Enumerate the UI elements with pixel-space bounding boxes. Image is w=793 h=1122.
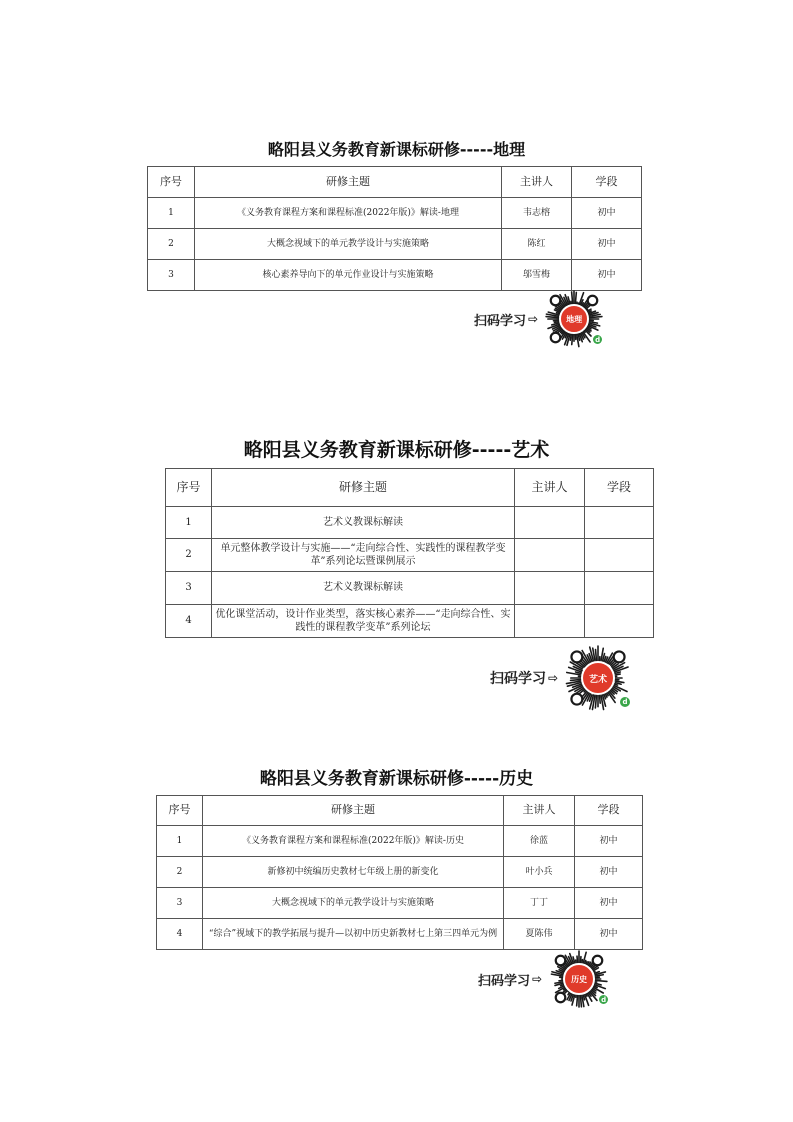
row-no: 3 <box>157 888 203 919</box>
table-header-row <box>148 167 642 198</box>
qr-block-history <box>478 950 612 1008</box>
row-speaker: 韦志榕 <box>502 198 572 229</box>
row-level: 初中 <box>575 826 643 857</box>
row-level <box>585 605 654 638</box>
row-no: 4 <box>166 605 212 638</box>
section-title-geography: 略阳县义务教育新课标研修-----地理 <box>267 140 526 159</box>
qr-finder <box>572 651 583 662</box>
section-title-art: 略阳县义务教育新课标研修-----艺术 <box>243 439 550 461</box>
qr-finder <box>588 296 598 306</box>
row-no: 3 <box>166 572 212 605</box>
row-speaker: 陈红 <box>502 229 572 260</box>
table-row <box>157 857 643 888</box>
row-level <box>585 572 654 605</box>
app-logo-icon: d <box>620 697 630 707</box>
qr-badge: 历史 <box>563 963 595 995</box>
row-level: 初中 <box>575 888 643 919</box>
row-speaker: 邬雪梅 <box>502 260 572 291</box>
table-row <box>148 260 642 291</box>
qr-dash <box>572 292 573 304</box>
section-title-history: 略阳县义务教育新课标研修-----历史 <box>259 769 534 789</box>
qr-finder <box>556 956 566 966</box>
qr-code-icon[interactable] <box>562 645 634 711</box>
row-topic: “综合”视域下的教学拓展与提升—以初中历史新教材七上第三四单元为例 <box>203 919 504 950</box>
scan-label <box>478 970 542 989</box>
row-no: 4 <box>157 919 203 950</box>
row-no: 1 <box>157 826 203 857</box>
row-speaker: 徐蓝 <box>504 826 575 857</box>
scan-label-text: 扫码学习 <box>490 671 546 687</box>
qr-badge: 艺术 <box>581 661 615 695</box>
qr-block-art <box>490 645 634 711</box>
row-topic: 艺术义教课标解读 <box>212 572 515 605</box>
qr-badge: 地理 <box>559 304 589 334</box>
row-level: 初中 <box>572 198 642 229</box>
header-no: 序号 <box>157 796 203 826</box>
header-topic: 研修主题 <box>195 167 502 198</box>
scan-label <box>474 310 538 329</box>
qr-dash <box>614 674 620 675</box>
qr-finder <box>593 956 603 966</box>
art-table <box>165 468 654 638</box>
qr-block-geography <box>474 290 606 348</box>
table-row <box>166 507 654 539</box>
scan-label-text: 扫码学习 <box>474 313 527 329</box>
header-speaker: 主讲人 <box>515 469 585 507</box>
arrow-right-icon: ⇨ <box>528 312 539 326</box>
header-level: 学段 <box>575 796 643 826</box>
header-speaker: 主讲人 <box>504 796 575 826</box>
qr-finder <box>551 296 561 306</box>
table-row <box>166 539 654 572</box>
row-topic: 大概念视域下的单元教学设计与实施策略 <box>203 888 504 919</box>
table-header-row <box>166 469 654 507</box>
row-topic: 单元整体教学设计与实施——“走向综合性、实践性的课程教学变革”系列论坛暨课例展示 <box>212 539 515 572</box>
qr-dash <box>596 650 597 662</box>
header-level: 学段 <box>585 469 654 507</box>
row-level: 初中 <box>572 260 642 291</box>
table-row <box>157 826 643 857</box>
geography-table <box>147 166 642 291</box>
header-topic: 研修主题 <box>212 469 515 507</box>
row-speaker <box>515 507 585 539</box>
table-row <box>166 605 654 638</box>
row-topic: 核心素养导向下的单元作业设计与实施策略 <box>195 260 502 291</box>
header-no: 序号 <box>166 469 212 507</box>
table-row <box>157 888 643 919</box>
row-speaker <box>515 539 585 572</box>
row-no: 2 <box>157 857 203 888</box>
row-topic: 新修初中统编历史教材七年级上册的新变化 <box>203 857 504 888</box>
row-topic: 大概念视域下的单元教学设计与实施策略 <box>195 229 502 260</box>
qr-finder <box>614 651 625 662</box>
row-no: 2 <box>166 539 212 572</box>
arrow-right-icon: ⇨ <box>532 972 543 986</box>
qr-finder <box>572 694 583 705</box>
row-speaker <box>515 572 585 605</box>
table-row <box>148 198 642 229</box>
row-level: 初中 <box>575 919 643 950</box>
header-speaker: 主讲人 <box>502 167 572 198</box>
row-no: 1 <box>148 198 195 229</box>
history-table <box>156 795 643 950</box>
row-topic: 《义务教育课程方案和课程标准(2022年版)》解读-历史 <box>203 826 504 857</box>
row-speaker: 叶小兵 <box>504 857 575 888</box>
header-level: 学段 <box>572 167 642 198</box>
scan-label-text: 扫码学习 <box>478 973 531 989</box>
app-logo-icon: d <box>595 335 601 344</box>
row-no: 1 <box>166 507 212 539</box>
row-topic: 艺术义教课标解读 <box>212 507 515 539</box>
scan-label <box>490 668 558 688</box>
header-no: 序号 <box>148 167 195 198</box>
row-level <box>585 539 654 572</box>
row-level <box>585 507 654 539</box>
qr-code-icon[interactable] <box>542 290 606 348</box>
app-logo-icon: d <box>601 995 607 1004</box>
qr-code-icon[interactable] <box>546 950 612 1008</box>
row-topic: 《义务教育课程方案和课程标准(2022年版)》解读-地理 <box>195 198 502 229</box>
table-header-row <box>157 796 643 826</box>
qr-finder <box>551 333 561 343</box>
qr-finder <box>556 993 566 1003</box>
row-speaker: 丁丁 <box>504 888 575 919</box>
row-level: 初中 <box>575 857 643 888</box>
row-level: 初中 <box>572 229 642 260</box>
row-topic: 优化课堂活动，设计作业类型，落实核心素养——“走向综合性、实践性的课程教学变革”系列论坛 <box>212 605 515 638</box>
arrow-right-icon: ⇨ <box>548 671 559 685</box>
table-row <box>157 919 643 950</box>
row-no: 3 <box>148 260 195 291</box>
row-speaker <box>515 605 585 638</box>
row-speaker: 夏陈伟 <box>504 919 575 950</box>
row-no: 2 <box>148 229 195 260</box>
table-row <box>166 572 654 605</box>
table-row <box>148 229 642 260</box>
header-topic: 研修主题 <box>203 796 504 826</box>
